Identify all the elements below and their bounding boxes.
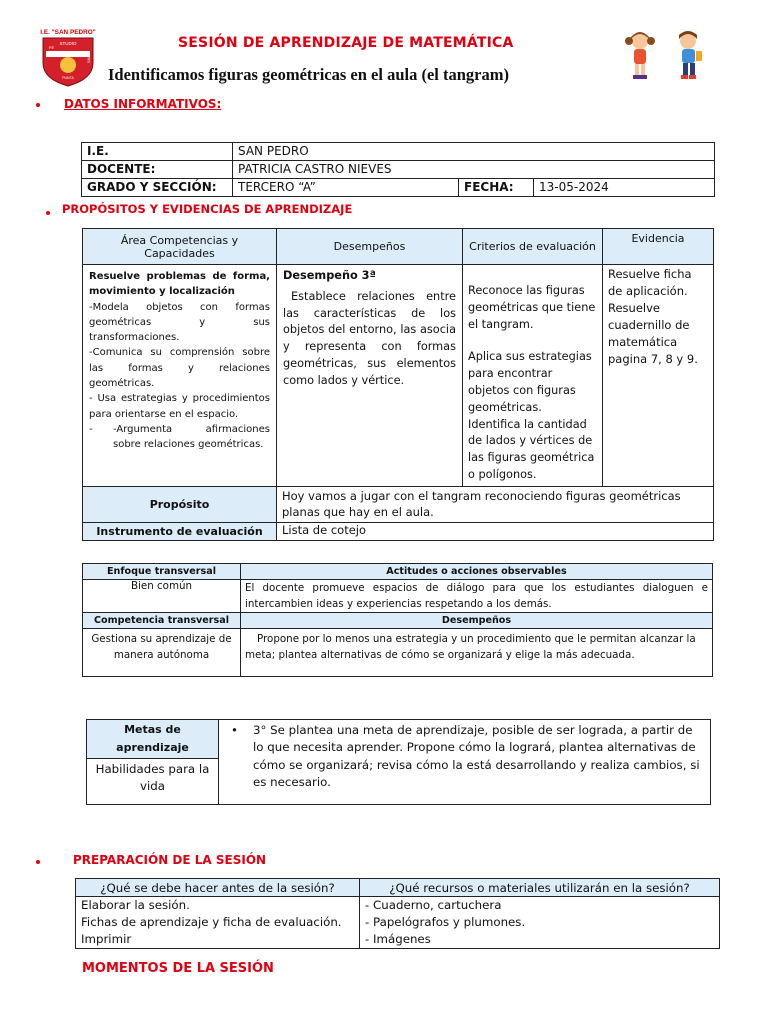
docente-value: PATRICIA CASTRO NIEVES bbox=[233, 161, 715, 179]
capacidad-1: -Modela objetos con formas geométricas y sus transformaciones. bbox=[89, 301, 270, 344]
section-heading-preparacion: PREPARACIÓN DE LA SESIÓN bbox=[73, 853, 267, 867]
docente-label: DOCENTE: bbox=[82, 161, 233, 179]
header-criterios: Criterios de evaluación bbox=[463, 229, 603, 265]
boy-figure bbox=[679, 31, 702, 79]
header-competencia-transversal: Competencia transversal bbox=[83, 613, 241, 629]
ie-label: I.E. bbox=[82, 143, 233, 161]
capacidad-2: -Comunica su comprensión sobre las formas y relaciones geométricas. bbox=[89, 347, 270, 390]
header-desempenos-transversal: Desempeños bbox=[241, 613, 713, 629]
competencias-cell bbox=[83, 265, 277, 487]
logo-school-name: I.E. "SAN PEDRO" bbox=[40, 29, 96, 36]
competencia-title: Resuelve problemas de forma, movimiento y localización bbox=[89, 271, 270, 298]
datos-table bbox=[81, 142, 715, 197]
recurso-item: - Papelógrafos y plumones. bbox=[365, 915, 526, 929]
logo-motto-bottom: PUNTA bbox=[62, 76, 74, 80]
girl-figure bbox=[625, 32, 655, 79]
grado-value: TERCERO “A” bbox=[233, 179, 459, 197]
enfoque-value: Bien común bbox=[83, 580, 241, 613]
header-actitudes: Actitudes o acciones observables bbox=[241, 564, 713, 580]
logo-motto-left: FE bbox=[49, 45, 55, 50]
fecha-label: FECHA: bbox=[459, 179, 534, 197]
criterio-1: Reconoce las figuras geométricas que tiene el tangram. bbox=[468, 284, 596, 331]
antes-item: Imprimir bbox=[81, 932, 132, 946]
criterios-cell bbox=[463, 265, 603, 487]
capacidad-4-dash: - bbox=[89, 423, 93, 435]
criterio-3: Identifica la cantidad de lados y vértices de las figuras geométrica o polígonos. bbox=[468, 417, 595, 481]
header-area-competencias: Área Competencias y Capacidades bbox=[83, 229, 277, 265]
preparacion-table bbox=[75, 878, 720, 949]
logo-motto-mid: STUDIO bbox=[59, 41, 77, 46]
proposito-value: Hoy vamos a jugar con el tangram reconociendo figuras geométricas planas que hay en el aula. bbox=[277, 486, 714, 522]
desempeno-cell bbox=[277, 265, 463, 487]
header-desempenos: Desempeños bbox=[277, 229, 463, 265]
ie-value: SAN PEDRO bbox=[233, 143, 715, 161]
metas-bullet: • bbox=[231, 723, 238, 737]
antes-cell bbox=[76, 897, 360, 949]
metas-table bbox=[86, 719, 711, 805]
desempeno-text: Establece relaciones entre las características de los objetos del entorno, las asocia y representa con formas geométricas, sus elementos como lados y vértice. bbox=[283, 289, 456, 387]
recurso-item: - Imágenes bbox=[365, 932, 431, 946]
section-heading-momentos: MOMENTOS DE LA SESIÓN bbox=[82, 961, 274, 976]
recursos-cell bbox=[360, 897, 720, 949]
page-title: SESIÓN DE APRENDIZAJE DE MATEMÁTICA bbox=[178, 35, 514, 51]
logo-motto-right: SALUD bbox=[87, 51, 91, 63]
header-evidencia: Evidencia bbox=[603, 229, 714, 265]
metas-text: 3° Se plantea una meta de aprendizaje, posible de ser lograda, a partir de lo que necesita aprender. Propone cómo la logrará, plantea alternativas de cómo se organizará; revisa cómo la está desarrollando y realiza cambios, si es necesario. bbox=[253, 723, 700, 789]
instrumento-value: Lista de cotejo bbox=[277, 522, 714, 540]
instrumento-label: Instrumento de evaluación bbox=[83, 522, 277, 540]
desempeno-title: Desempeño 3ª bbox=[283, 269, 376, 282]
evidencia-cell: Resuelve ficha de aplicación. Resuelve cuadernillo de matemática pagina 7, 8 y 9. bbox=[603, 265, 714, 487]
grado-label: GRADO Y SECCIÓN: bbox=[82, 179, 233, 197]
enfoque-table bbox=[82, 563, 713, 677]
children-illustration bbox=[616, 29, 716, 81]
capacidad-3: - Usa estrategias y procedimientos para orientarse en el espacio. bbox=[89, 393, 270, 420]
section-heading-propositos: PROPÓSITOS Y EVIDENCIAS DE APRENDIZAJE bbox=[62, 202, 353, 216]
criterio-2: Aplica sus estrategias para encontrar objetos con figuras geométricas. bbox=[468, 350, 592, 414]
metas-label: Metas de aprendizaje bbox=[87, 720, 219, 759]
habilidades-label: Habilidades para la vida bbox=[87, 759, 219, 805]
bullet-propositos bbox=[46, 211, 50, 215]
metas-text-cell bbox=[219, 720, 711, 805]
section-heading-datos: DATOS INFORMATIVOS: bbox=[64, 97, 222, 111]
page-subtitle: Identificamos figuras geométricas en el aula (el tangram) bbox=[108, 65, 509, 84]
antes-item: Elaborar la sesión. bbox=[81, 898, 190, 912]
fecha-value: 13-05-2024 bbox=[534, 179, 715, 197]
desempeno-transversal-value: Propone por lo menos una estrategia y un procedimiento que le permitan alcanzar la meta; plantea alternativas de cómo se organizará y elige la más adecuada. bbox=[241, 629, 713, 677]
bullet-preparacion bbox=[36, 860, 40, 864]
capacidad-4: -Argumenta afirmaciones sobre relaciones geométricas. bbox=[113, 423, 270, 451]
header-recursos: ¿Qué recursos o materiales utilizarán en la sesión? bbox=[360, 879, 720, 897]
competencia-transversal-value: Gestiona su aprendizaje de manera autónoma bbox=[83, 629, 241, 677]
header-antes: ¿Qué se debe hacer antes de la sesión? bbox=[76, 879, 360, 897]
bullet-datos bbox=[36, 103, 40, 107]
actitud-value: El docente promueve espacios de diálogo para que los estudiantes dialoguen e intercambien ideas y experiencias respetando a los demás. bbox=[241, 580, 713, 613]
proposito-label: Propósito bbox=[83, 486, 277, 522]
school-logo bbox=[37, 27, 99, 87]
propositos-table bbox=[82, 228, 714, 541]
antes-item: Fichas de aprendizaje y ficha de evaluación. bbox=[81, 915, 342, 929]
recurso-item: - Cuaderno, cartuchera bbox=[365, 898, 502, 912]
header-enfoque: Enfoque transversal bbox=[83, 564, 241, 580]
